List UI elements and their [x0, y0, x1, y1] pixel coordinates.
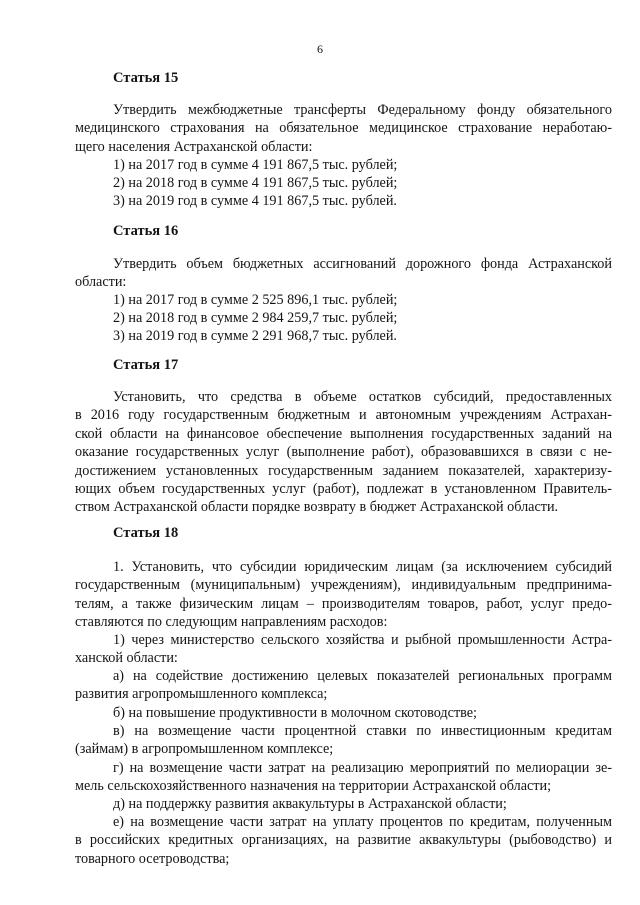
list-item: 1) на 2017 год в сумме 2 525 896,1 тыс. рублей; [113, 292, 398, 308]
article-15-heading: Статья 15 [113, 70, 179, 86]
text-line: ской области на финансовое обеспечение выполнения государственных заданий на [75, 425, 612, 442]
page-number: 6 [317, 42, 323, 56]
text-line: ставляются по следующим направлениям расходов: [75, 614, 388, 631]
list-item: 2) на 2018 год в сумме 2 984 259,7 тыс. рублей; [113, 310, 398, 326]
article-16-text [75, 255, 612, 292]
article-18-item-e [75, 813, 612, 868]
text-line: области: [75, 274, 127, 291]
text-line: государственным (муниципальным) учреждениям), индивидуальным предпринима- [75, 577, 612, 594]
article-18-item-v [75, 722, 612, 759]
text-line: Установить, что средства в объеме остатков субсидий, предоставленных [113, 389, 612, 405]
text-line: Утвердить объем бюджетных ассигнований дорожного фонда Астраханской [113, 256, 612, 272]
text-line: б) на повышение продуктивности в молочном скотоводстве; [113, 705, 478, 721]
text-line: 1) через министерство сельского хозяйства и рыбной промышленности Астра- [113, 632, 612, 648]
text-line: оказание государственных услуг (выполнение работ), образовавшихся в связи с не- [75, 444, 612, 461]
article-15-text [75, 101, 612, 156]
article-18-item-1 [75, 631, 612, 668]
text-line: в 2016 году государственным бюджетным и автономным учреждениям Астрахан- [75, 407, 612, 424]
article-18-item-a [75, 667, 612, 704]
text-line: мель сельскохозяйственного назначения на территории Астраханской области; [75, 778, 552, 795]
article-18-heading: Статья 18 [113, 525, 179, 541]
text-line: в российских кредитных организациях, на развитие аквакультуры (рыбоводство) и [75, 832, 612, 849]
text-line: д) на поддержку развития аквакультуры в Астраханской области; [113, 796, 507, 812]
text-line: 1. Установить, что субсидии юридическим лицам (за исключением субсидий [113, 559, 612, 575]
text-line: товарного осетроводства; [75, 850, 230, 867]
text-line: ханской области: [75, 650, 178, 667]
text-line: достижением установленных государственным заданием показателей, характеризу- [75, 462, 612, 479]
article-18-item-d [75, 795, 612, 813]
text-line: ющих объем государственных услуг (работ), подлежат в установленном Правитель- [75, 480, 612, 497]
text-line: Утвердить межбюджетные трансферты Федеральному фонду обязательного [113, 102, 612, 118]
text-line: медицинского страхования на обязательное медицинское страхование неработаю- [75, 120, 612, 137]
list-item: 1) на 2017 год в сумме 4 191 867,5 тыс. рублей; [113, 157, 398, 173]
text-line: г) на возмещение части затрат на реализацию мероприятий по мелиорации зе- [113, 760, 612, 776]
list-item: 3) на 2019 год в сумме 4 191 867,5 тыс. рублей. [113, 193, 397, 209]
text-line: (займам) в агропромышленном комплексе; [75, 741, 334, 758]
list-item: 2) на 2018 год в сумме 4 191 867,5 тыс. рублей; [113, 175, 398, 191]
text-line: развития агропромышленного комплекса; [75, 686, 328, 703]
article-17-text [75, 388, 612, 517]
article-18-paragraph-1 [75, 558, 612, 632]
text-line: ством Астраханской области порядке возврату в бюджет Астраханской области. [75, 499, 559, 516]
text-line: е) на возмещение части затрат на уплату процентов по кредитам, полученным [113, 814, 612, 830]
text-line: телям, а также физическим лицам – производителям товаров, работ, услуг предо- [75, 595, 612, 612]
text-line: щего населения Астраханской области: [75, 138, 313, 155]
text-line: в) на возмещение части процентной ставки по инвестиционным кредитам [113, 723, 612, 739]
article-16-heading: Статья 16 [113, 223, 179, 239]
article-18-item-b [75, 704, 612, 722]
article-18-item-g [75, 759, 612, 796]
list-item: 3) на 2019 год в сумме 2 291 968,7 тыс. рублей. [113, 328, 397, 344]
text-line: а) на содействие достижению целевых показателей региональных программ [113, 668, 612, 684]
article-17-heading: Статья 17 [113, 357, 179, 373]
